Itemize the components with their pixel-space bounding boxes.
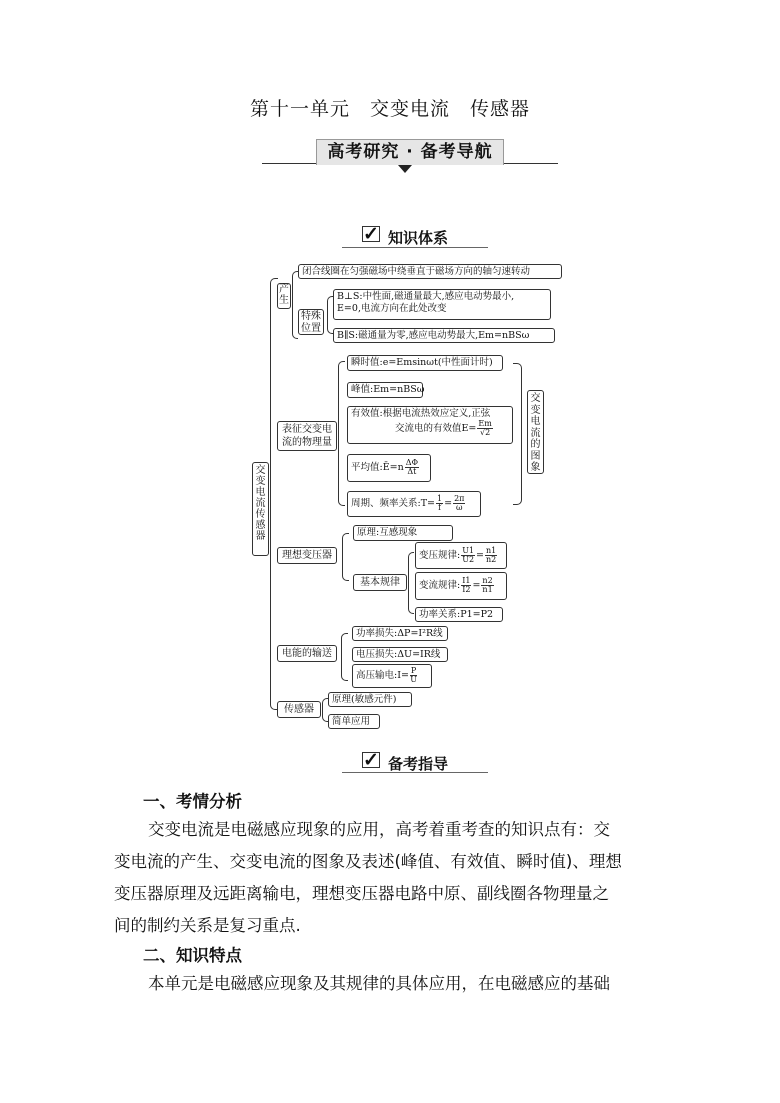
voltage-denominator-1: U2	[462, 555, 475, 564]
quantities-brace	[338, 361, 345, 506]
section-heading-knowledge: 知识体系	[388, 229, 449, 247]
sensor-application: 简单应用	[328, 714, 380, 729]
rms-numerator: Em	[478, 419, 492, 428]
transmission-brace	[341, 633, 348, 681]
banner-arrow-icon	[398, 165, 412, 173]
transformer-brace	[342, 533, 349, 581]
perpendicular-case	[333, 289, 551, 320]
current-fraction-2	[481, 577, 493, 594]
period-numerator-1: 1	[437, 494, 443, 503]
period-frequency: 周期、频率关系:T= $\frac{1}{f}$ = $\frac{2\pi}{\omega}$	[347, 491, 481, 517]
current-denominator-1: I2	[462, 585, 471, 594]
paragraph-features	[114, 968, 666, 1000]
voltage-rule-text: 变压规律:	[419, 550, 461, 561]
voltage-fraction-1	[461, 547, 475, 564]
map-quantities: 表征交变电流的物理量	[277, 421, 337, 451]
high-voltage-fraction	[410, 667, 417, 684]
checkbox-icon	[362, 223, 380, 245]
paragraph-2-line-1: 本单元是电磁感应现象及其规律的具体应用，在电磁感应的基础	[148, 974, 610, 993]
voltage-rule: 变压规律: $\frac{U1}{U2}$ = $\frac{n1}{n2}$	[415, 542, 507, 569]
period-fraction-2	[453, 495, 465, 512]
transformer-principle: 原理:互感现象	[353, 525, 453, 541]
heading-analysis: 一、考情分析	[143, 792, 242, 811]
rms-value	[347, 406, 513, 444]
map-root: 交变电流 传感器	[252, 462, 269, 556]
voltage-fraction-2	[485, 547, 497, 564]
section-heading-guide: 备考指导	[388, 755, 449, 773]
rms-line-2-text: 交流电的有效值E=	[395, 423, 477, 434]
rms-line-2	[351, 420, 509, 437]
voltage-loss: 电压损失:ΔU=IR线	[352, 647, 448, 662]
map-special-position: 特殊位置	[298, 309, 324, 335]
high-voltage-denominator: U	[410, 675, 417, 684]
map-transformer: 理想变压器	[277, 547, 337, 564]
checkmark-icon-2: ✓	[363, 749, 379, 771]
map-produce: 产生	[277, 283, 291, 309]
current-numerator-2: n2	[482, 576, 493, 585]
map-transmission: 电能的输送	[277, 645, 337, 662]
page-title: 第十一单元 交变电流 传感器	[249, 98, 530, 120]
high-voltage-text: 高压输电:I=	[356, 670, 409, 681]
period-text: 周期、频率关系:T=	[351, 498, 435, 509]
perpendicular-line-2: E=0,电流方向在此处改变	[337, 303, 447, 314]
voltage-numerator-1: U1	[462, 546, 475, 555]
voltage-denominator-2: n2	[486, 555, 497, 564]
period-denominator-2: ω	[455, 503, 463, 512]
map-graph: 交变电流的图象	[527, 390, 544, 474]
paragraph-1-line-2: 变电流的产生、交变电流的图象及表述(峰值、有效值、瞬时值)、理想	[114, 852, 622, 871]
graph-brace	[513, 363, 522, 505]
paragraph-1-line-3: 变压器原理及远距离输电，理想变压器电路中原、副线圈各物理量之	[114, 884, 609, 903]
basic-rules-brace	[408, 552, 414, 614]
rms-line-1: 有效值:根据电流热效应定义,正弦	[351, 408, 491, 419]
map-sensor: 传感器	[277, 701, 321, 718]
heading-features: 二、知识特点	[143, 946, 242, 965]
checkmark-icon: ✓	[363, 223, 379, 245]
produce-description: 闭合线圈在匀强磁场中绕垂直于磁场方向的轴匀速转动	[298, 264, 562, 279]
perpendicular-line-1: B⊥S:中性面,磁通量最大,感应电动势最小,	[337, 291, 515, 302]
period-fraction-1	[436, 495, 443, 512]
period-numerator-2: 2π	[454, 494, 465, 503]
map-basic-rules: 基本规律	[353, 574, 407, 591]
current-rule: 变流规律: $\frac{I1}{I2}$ = $\frac{n2}{n1}$	[415, 572, 507, 600]
paragraph-1-line-1: 交变电流是电磁感应现象的应用，高考着重考查的知识点有：交	[148, 820, 610, 839]
rms-fraction	[477, 420, 492, 437]
current-fraction-1	[461, 577, 471, 594]
banner-label: 高考研究 · 备考导航	[316, 139, 504, 165]
current-denominator-2: n1	[482, 585, 493, 594]
high-voltage-numerator: P	[410, 666, 417, 675]
sensor-principle: 原理(敏感元件)	[328, 692, 412, 707]
instant-value: 瞬时值:e=Emsinωt(中性面计时)	[347, 355, 503, 371]
parallel-case: B∥S:磁通量为零,感应电动势最大,Em=nBSω	[333, 328, 555, 343]
period-denominator-1: f	[438, 503, 442, 512]
average-text: 平均值:Ē=n	[351, 462, 404, 473]
paragraph-analysis	[114, 814, 666, 942]
peak-value: 峰值:Em=nBSω	[347, 382, 423, 398]
average-denominator: Δt	[407, 467, 417, 476]
average-numerator: ΔΦ	[405, 458, 419, 467]
average-value	[347, 454, 431, 482]
current-numerator-1: I1	[462, 576, 471, 585]
power-rule: 功率关系:P1=P2	[415, 607, 503, 622]
power-loss: 功率损失:ΔP=I²R线	[352, 626, 448, 641]
voltage-numerator-2: n1	[486, 546, 497, 555]
checkbox-icon-2	[362, 749, 380, 771]
high-voltage	[352, 664, 432, 688]
rms-denominator: √2	[480, 428, 491, 437]
paragraph-1-line-4: 间的制约关系是复习重点.	[114, 916, 301, 935]
average-fraction	[405, 459, 419, 476]
current-rule-text: 变流规律:	[419, 580, 461, 591]
